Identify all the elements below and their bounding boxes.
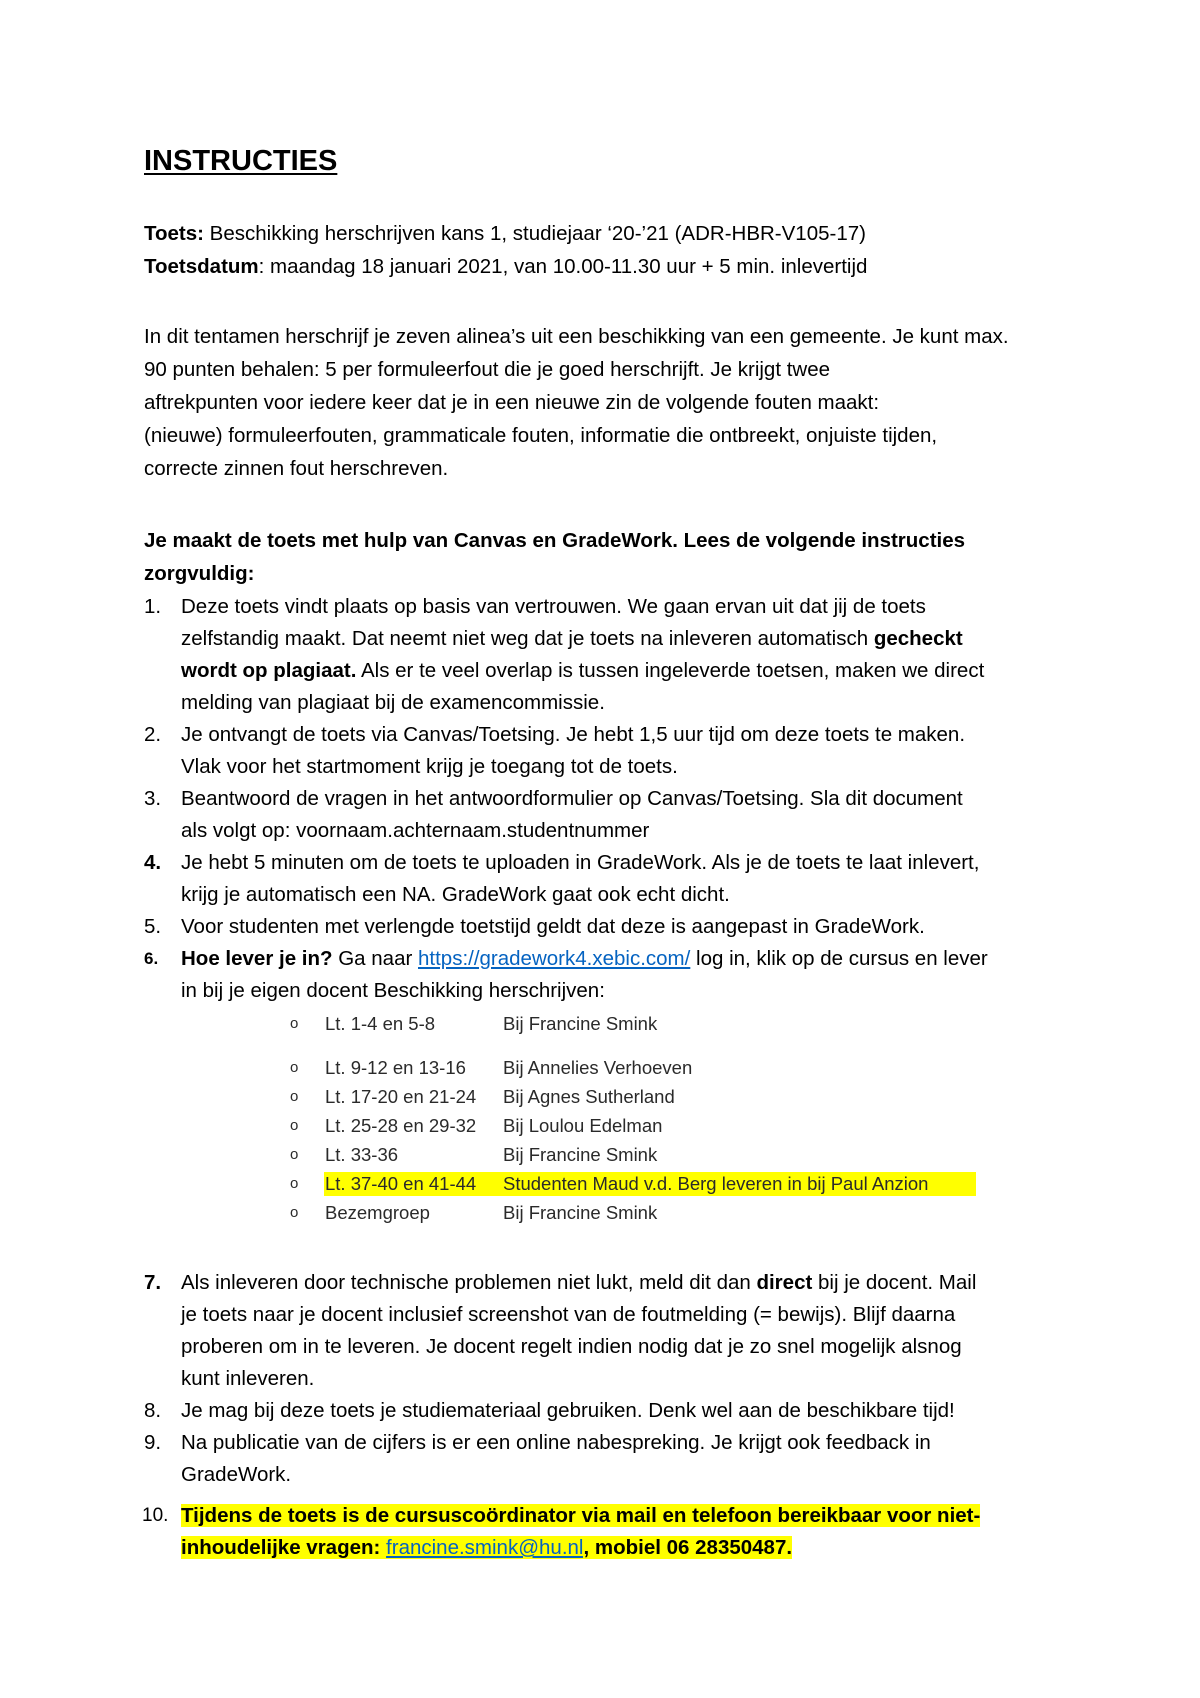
instructions-heading: zorgvuldig: bbox=[144, 562, 255, 585]
intro-line: correcte zinnen fout herschreven. bbox=[144, 457, 449, 480]
item-number: 2. bbox=[144, 723, 162, 746]
item-text: Als er te veel overlap is tussen ingeleverde toetsen, maken we direct bbox=[356, 659, 985, 682]
group-label: Lt. 25-28 en 29-32 bbox=[325, 1115, 477, 1136]
toetsdatum-label: Toetsdatum bbox=[144, 255, 259, 278]
intro-line: 90 punten behalen: 5 per formuleerfout die je goed herschrijft. Je krijgt twee bbox=[144, 358, 831, 381]
item-text: zelfstandig maakt. Dat neemt niet weg dat je toets na inleveren automatisch bbox=[181, 627, 874, 650]
item-10-text bbox=[181, 1503, 980, 1529]
item-number: 3. bbox=[144, 787, 162, 810]
phone-number: 06 28350487. bbox=[666, 1536, 793, 1559]
item-text: Als inleveren door technische problemen niet lukt, meld dit dan bbox=[181, 1271, 757, 1294]
bullet-icon: o bbox=[290, 1175, 299, 1192]
bullet-icon: o bbox=[290, 1146, 299, 1163]
group-teacher: Bij Loulou Edelman bbox=[503, 1115, 663, 1136]
item-5-text: Voor studenten met verlengde toetstijd geldt dat deze is aangepast in GradeWork. bbox=[181, 915, 925, 938]
item-4-text: krijg je automatisch een NA. GradeWork gaat ook echt dicht. bbox=[181, 883, 730, 906]
item-number: 8. bbox=[144, 1399, 162, 1422]
bullet-icon: o bbox=[290, 1204, 299, 1221]
item-7-text: proberen om in te leveren. Je docent regelt indien nodig dat je zo snel mogelijk alsnog bbox=[181, 1335, 962, 1358]
item-text-bold: Hoe lever je in? bbox=[181, 947, 333, 970]
item-1-text: melding van plagiaat bij de examencommissie. bbox=[181, 691, 605, 714]
toetsdatum-line bbox=[144, 254, 867, 280]
group-teacher: Bij Francine Smink bbox=[503, 1013, 658, 1034]
bullet-icon: o bbox=[290, 1117, 299, 1134]
page-title: INSTRUCTIES bbox=[144, 145, 338, 177]
group-teacher: Bij Annelies Verhoeven bbox=[503, 1057, 693, 1078]
item-4-text: Je hebt 5 minuten om de toets te uploaden in GradeWork. Als je de toets te laat inlevert, bbox=[181, 851, 980, 874]
item-6-text bbox=[181, 946, 988, 972]
gradework-link[interactable]: https://gradework4.xebic.com/ bbox=[418, 947, 691, 970]
item-number: 5. bbox=[144, 915, 162, 938]
item-number: 6. bbox=[144, 949, 159, 968]
group-teacher: Bij Francine Smink bbox=[503, 1202, 658, 1223]
group-teacher: Bij Agnes Sutherland bbox=[503, 1086, 675, 1107]
group-label: Lt. 17-20 en 21-24 bbox=[325, 1086, 477, 1107]
item-number: 1. bbox=[144, 595, 162, 618]
item-9-text: GradeWork. bbox=[181, 1463, 292, 1486]
item-number: 10. bbox=[142, 1505, 169, 1526]
item-1-text bbox=[181, 626, 963, 652]
item-2-text: Vlak voor het startmoment krijg je toegang tot de toets. bbox=[181, 755, 678, 778]
email-link[interactable]: francine.smink@hu.nl bbox=[386, 1536, 584, 1559]
intro-line: aftrekpunten voor iedere keer dat je in een nieuwe zin de volgende fouten maakt: bbox=[144, 391, 880, 414]
group-label: Lt. 33-36 bbox=[325, 1144, 399, 1165]
item-text-bold: inhoudelijke vragen: bbox=[181, 1536, 387, 1559]
item-3-text: Beantwoord de vragen in het antwoordformulier op Canvas/Toetsing. Sla dit document bbox=[181, 787, 963, 810]
item-text: Ga naar bbox=[332, 947, 418, 970]
item-1-text: Deze toets vindt plaats op basis van vertrouwen. We gaan ervan uit dat jij de toets bbox=[181, 595, 926, 618]
item-text: bij je docent. Mail bbox=[812, 1271, 977, 1294]
item-1-text bbox=[181, 658, 984, 684]
item-6-text: in bij je eigen docent Beschikking herschrijven: bbox=[181, 979, 605, 1002]
item-text-bold: direct bbox=[756, 1271, 813, 1294]
item-3-text: als volgt op: voornaam.achternaam.studentnummer bbox=[181, 819, 650, 842]
item-text-bold: , mobiel bbox=[583, 1536, 667, 1559]
intro-line: In dit tentamen herschrijf je zeven alinea’s uit een beschikking van een gemeente. Je kunt max. bbox=[144, 325, 1009, 348]
toets-value: Beschikking herschrijven kans 1, studiejaar ‘20-’21 (ADR-HBR-V105-17) bbox=[203, 222, 866, 245]
item-text-bold: Tijdens de toets is de cursuscoördinator via mail en telefoon bereikbaar voor niet- bbox=[181, 1504, 981, 1527]
group-label: Bezemgroep bbox=[325, 1202, 430, 1223]
group-teacher: Bij Francine Smink bbox=[503, 1144, 658, 1165]
item-number: 9. bbox=[144, 1431, 162, 1454]
item-2-text: Je ontvangt de toets via Canvas/Toetsing. Je hebt 1,5 uur tijd om deze toets te maken. bbox=[181, 723, 966, 746]
bullet-icon: o bbox=[290, 1015, 299, 1032]
group-label: Lt. 1-4 en 5-8 bbox=[325, 1013, 436, 1034]
item-text-bold: wordt op plagiaat. bbox=[181, 659, 357, 682]
group-label: Lt. 9-12 en 13-16 bbox=[325, 1057, 466, 1078]
item-7-text: kunt inleveren. bbox=[181, 1367, 315, 1390]
item-text: log in, klik op de cursus en lever bbox=[690, 947, 988, 970]
bullet-icon: o bbox=[290, 1088, 299, 1105]
item-7-text bbox=[181, 1270, 976, 1296]
group-teacher: Studenten Maud v.d. Berg leveren in bij Paul Anzion bbox=[503, 1173, 929, 1194]
bullet-icon: o bbox=[290, 1059, 299, 1076]
group-label: Lt. 37-40 en 41-44 bbox=[325, 1173, 477, 1194]
item-10-text bbox=[181, 1535, 792, 1561]
item-9-text: Na publicatie van de cijfers is er een online nabespreking. Je krijgt ook feedback in bbox=[181, 1431, 931, 1454]
item-text-bold: gecheckt bbox=[873, 627, 963, 650]
toets-line bbox=[144, 221, 866, 247]
toets-label: Toets: bbox=[144, 222, 204, 245]
item-number: 7. bbox=[144, 1271, 162, 1294]
instructions-heading: Je maakt de toets met hulp van Canvas en GradeWork. Lees de volgende instructies bbox=[144, 529, 966, 552]
item-8-text: Je mag bij deze toets je studiemateriaal gebruiken. Denk wel aan de beschikbare tijd! bbox=[181, 1399, 955, 1422]
toetsdatum-value: : maandag 18 januari 2021, van 10.00-11.30 uur + 5 min. inlevertijd bbox=[258, 255, 868, 278]
item-number: 4. bbox=[144, 851, 162, 874]
intro-line: (nieuwe) formuleerfouten, grammaticale fouten, informatie die ontbreekt, onjuiste tijden, bbox=[144, 424, 938, 447]
item-7-text: je toets naar je docent inclusief screenshot van de foutmelding (= bewijs). Blijf daarna bbox=[181, 1303, 956, 1326]
